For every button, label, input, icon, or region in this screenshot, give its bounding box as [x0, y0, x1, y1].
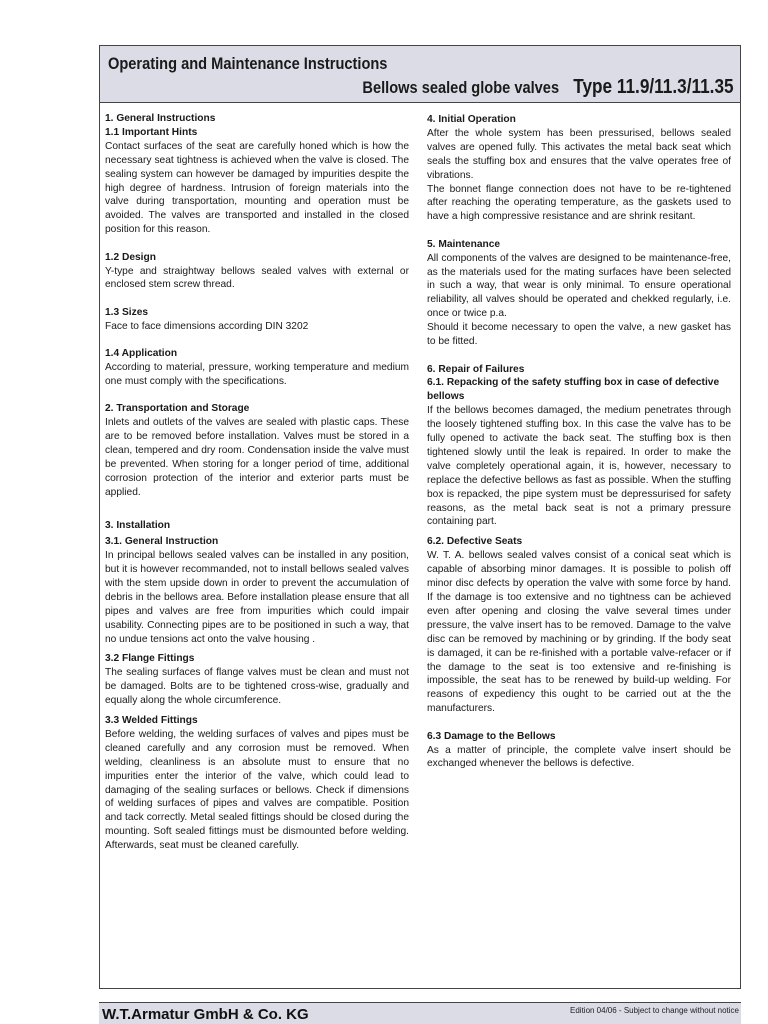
product-subtitle: Bellows sealed globe valves [362, 78, 560, 97]
subsection-heading: 1.1 Important Hints [105, 126, 198, 138]
left-column [105, 112, 409, 853]
section-text: Before welding, the welding surfaces of valves and pipes must be cleaned carefully and any corrosion must be removed. When welding, cleanliness is an absolute must to ensure that no impurities enter the interior of the valve, which could lead to damaging of the sealing surfaces or bellows. Check if dimensions of welding surfaces of pipes and valves are compatible. Position and tack correctly. Metal sealed fittings should be closed during the mounting. Soft sealed fittings must be dismounted before welding. Afterwards, seat must be cleaned carefully. [105, 728, 409, 852]
section-text: Y-type and straightway bellows sealed valves with external or enclosed stem screw thread. [105, 265, 409, 291]
product-line [363, 76, 734, 99]
section-text: The sealing surfaces of flange valves must be clean and must not be damaged. Bolts are to be tightened cross-wise, gradually and equally along the whole circumference. [105, 667, 409, 707]
company-name: W.T.Armatur GmbH & Co. KG [102, 1006, 309, 1023]
document-header [100, 46, 740, 103]
subsection-heading: 3.1. General Instruction [105, 536, 219, 548]
subsection-heading: 1.4 Application [105, 348, 178, 360]
subsection-heading: 3.3 Welded Fittings [105, 715, 198, 727]
section-heading: 4. Initial Operation [427, 114, 516, 125]
subsection-heading: 1.2 Design [105, 251, 156, 263]
section-text: After the whole system has been pressurised, bellows sealed valves are opened fully. This activates the metal back seat which seals the stuffing box and ensures that the valve operates free of vibrations. [427, 127, 731, 181]
document-sheet [99, 45, 741, 989]
section-text: If the bellows becomes damaged, the medium penetrates through the loosely tightened stuffing box. In this case the valve has to be fully opened to activate the back seat. The stuffing box is then tightened slowly until the leak is repaired. In order to make the valve completely operational again, it is, however, necessary to replace the defective bellows as fast as possible. When the stuffing box is repacked, the pipe system must be depressurised for safety reasons, as the metal back seat is not a primary pressure containing part. [427, 405, 731, 528]
section-text: According to material, pressure, working temperature and medium one must comply with the specifications. [105, 362, 409, 387]
section-text: Should it become necessary to open the valve, a new gasket has to be fitted. [427, 322, 731, 348]
subsection-heading: 6.2. Defective Seats [427, 536, 523, 548]
section-heading: 3. Installation [105, 520, 171, 532]
section-heading: 6. Repair of Failures [427, 363, 525, 375]
section-text: Contact surfaces of the seat are carefully honed which is how the necessary seat tightness is achieved when the valve is closed. The sealing system can however be damaged by impurities despite the high degree of hardness. Intrusion of foreign materials into the valve during transportation, mounting and operation must be avoided. The valves are transported and installed in the closed position for this reason. [105, 140, 409, 236]
subsection-heading: 6.1. Repacking of the safety stuffing box in case of defective bellows [427, 377, 720, 403]
document-title: Operating and Maintenance Instructions [108, 54, 388, 73]
section-heading: 2. Transportation and Storage [105, 403, 250, 415]
product-type: Type 11.9/11.3/11.35 [573, 76, 734, 98]
section-text: As a matter of principle, the complete valve insert should be exchanged whenever the bellows is defective. [427, 744, 731, 770]
section-text: In principal bellows sealed valves can be installed in any position, but it is however recommanded, not to install bellows sealed valves with the stem upside down in order to prevent the accumulation of debris in the bellows area. Before installation please ensure that all pipes and valves are free from impurities which could impair usability. Connecting pipes are to be positioned in such a way, that no undue tensions act onto the valve housing . [105, 550, 409, 645]
section-text: The bonnet flange connection does not have to be re-tightened after reaching the operating temperature, as the gaskets used to have a high compressive resistance and are shrink resitant. [427, 183, 731, 223]
section-text: W. T. A. bellows sealed valves consist of a conical seat which is capable of absorbing minor damages. It is possible to polish off minor disc defects by operation the valve with some force by hand. If the damage is too extensive and no tightness can be achieved even after opening and closing the valve several times under pressure, the valve insert has to be removed. Damage to the valve disc can be removed by machining or by grinding. If the body seat is damaged, it can be re-finished with a portable valve-refacer or if the damage to the seat is too extensive and re-finishing is impossible, the seat has to be renewed by build-up welding. For reasons of expediency this ought to be carried out at the the manufacturers. [427, 550, 731, 715]
subsection-heading: 3.2 Flange Fittings [105, 653, 195, 665]
section-text: All components of the valves are designed to be maintenance-free, as the materials used for the mating surfaces have been selected in such a way, that wear is only minimal. To ensure operational reliability, all valves should be operated and chekked regularly, i.e. once or twice p.a. [427, 252, 731, 320]
document-footer [99, 1002, 741, 1024]
section-heading: 5. Maintenance [427, 238, 501, 250]
edition-note: Edition 04/06 - Subject to change without notice [570, 1006, 739, 1015]
section-text: Inlets and outlets of the valves are sealed with plastic caps. These are to be removed before installation. Valves must be stored in a clean, tempered and dry room. Condensation inside the valve must be prevented. When storing for a longer period of time, additional corrosion protection of the interior and exterior parts must be applied. [105, 417, 409, 498]
right-column [427, 113, 731, 771]
section-text: Face to face dimensions according DIN 3202 [105, 320, 309, 332]
section-heading: 1. General Instructions [105, 113, 216, 124]
subsection-heading: 1.3 Sizes [105, 306, 149, 318]
subsection-heading: 6.3 Damage to the Bellows [427, 730, 556, 742]
